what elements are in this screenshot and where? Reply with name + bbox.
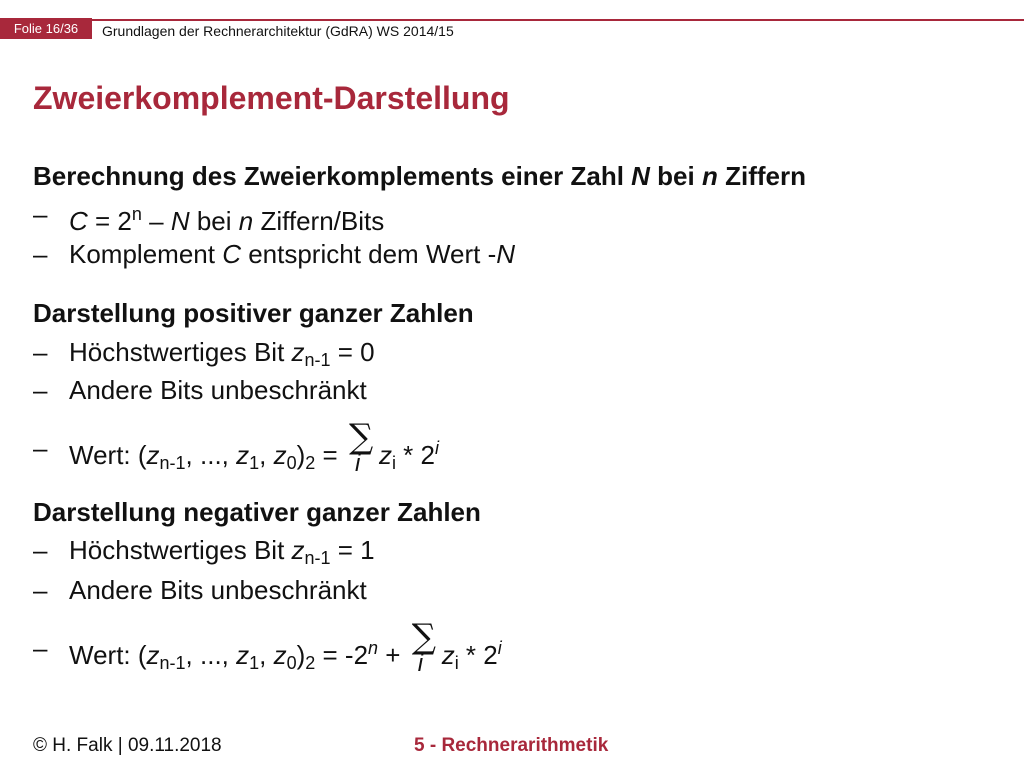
course-title: Grundlagen der Rechnerarchitektur (GdRA) WS 2014/15 <box>102 23 454 39</box>
section-heading-berechnung: Berechnung des Zweierkomplements einer Zahl N bei n Ziffern <box>33 161 806 191</box>
complement-value-text: Komplement C entspricht dem Wert -N <box>69 239 516 269</box>
bullet-dash: – <box>33 199 48 229</box>
bullet-dash: – <box>33 375 48 405</box>
section-heading-positive: Darstellung positiver ganzer Zahlen <box>33 298 474 328</box>
footer-chapter: 5 - Rechnerarithmetik <box>414 735 609 756</box>
value-formula-negative: Wert: ($z_{n-1}$, ..., $z_1$, $z_0)_2 = -2^n$ + ∑ i $z_i * 2^i$ <box>69 617 502 677</box>
value-formula-positive: Wert: ($z_{n-1}$, ..., $z_1$, $z_0)_2$ = ∑ i $z_i * 2^i$ <box>69 417 439 477</box>
msb-rule-negative: Höchstwertiges Bit $z_{n-1} = 1$ <box>69 535 375 568</box>
section-heading-negative: Darstellung negativer ganzer Zahlen <box>33 497 481 527</box>
bullet-dash: – <box>33 575 48 605</box>
sum-symbol: ∑ i <box>411 617 436 677</box>
header-rule <box>0 19 1024 21</box>
slide-title: Zweierkomplement-Darstellung <box>33 80 510 116</box>
msb-rule-positive: Höchstwertiges Bit $z_{n-1} = 0$ <box>69 337 375 370</box>
slide-number-badge: Folie 16/36 <box>0 18 92 39</box>
bullet-dash: – <box>33 239 48 269</box>
formula-complement: $C = 2^n - N$ bei n Ziffern/Bits <box>69 204 385 236</box>
sum-symbol: ∑ i <box>348 417 374 477</box>
bullet-dash: – <box>33 433 48 463</box>
bullet-dash: – <box>33 633 48 663</box>
footer-author-date: © H. Falk | 09.11.2018 <box>33 735 222 756</box>
bullet-dash: – <box>33 535 48 565</box>
bullet-dash: – <box>33 337 48 367</box>
other-bits-text: Andere Bits unbeschränkt <box>69 375 367 405</box>
other-bits-text: Andere Bits unbeschränkt <box>69 575 367 605</box>
